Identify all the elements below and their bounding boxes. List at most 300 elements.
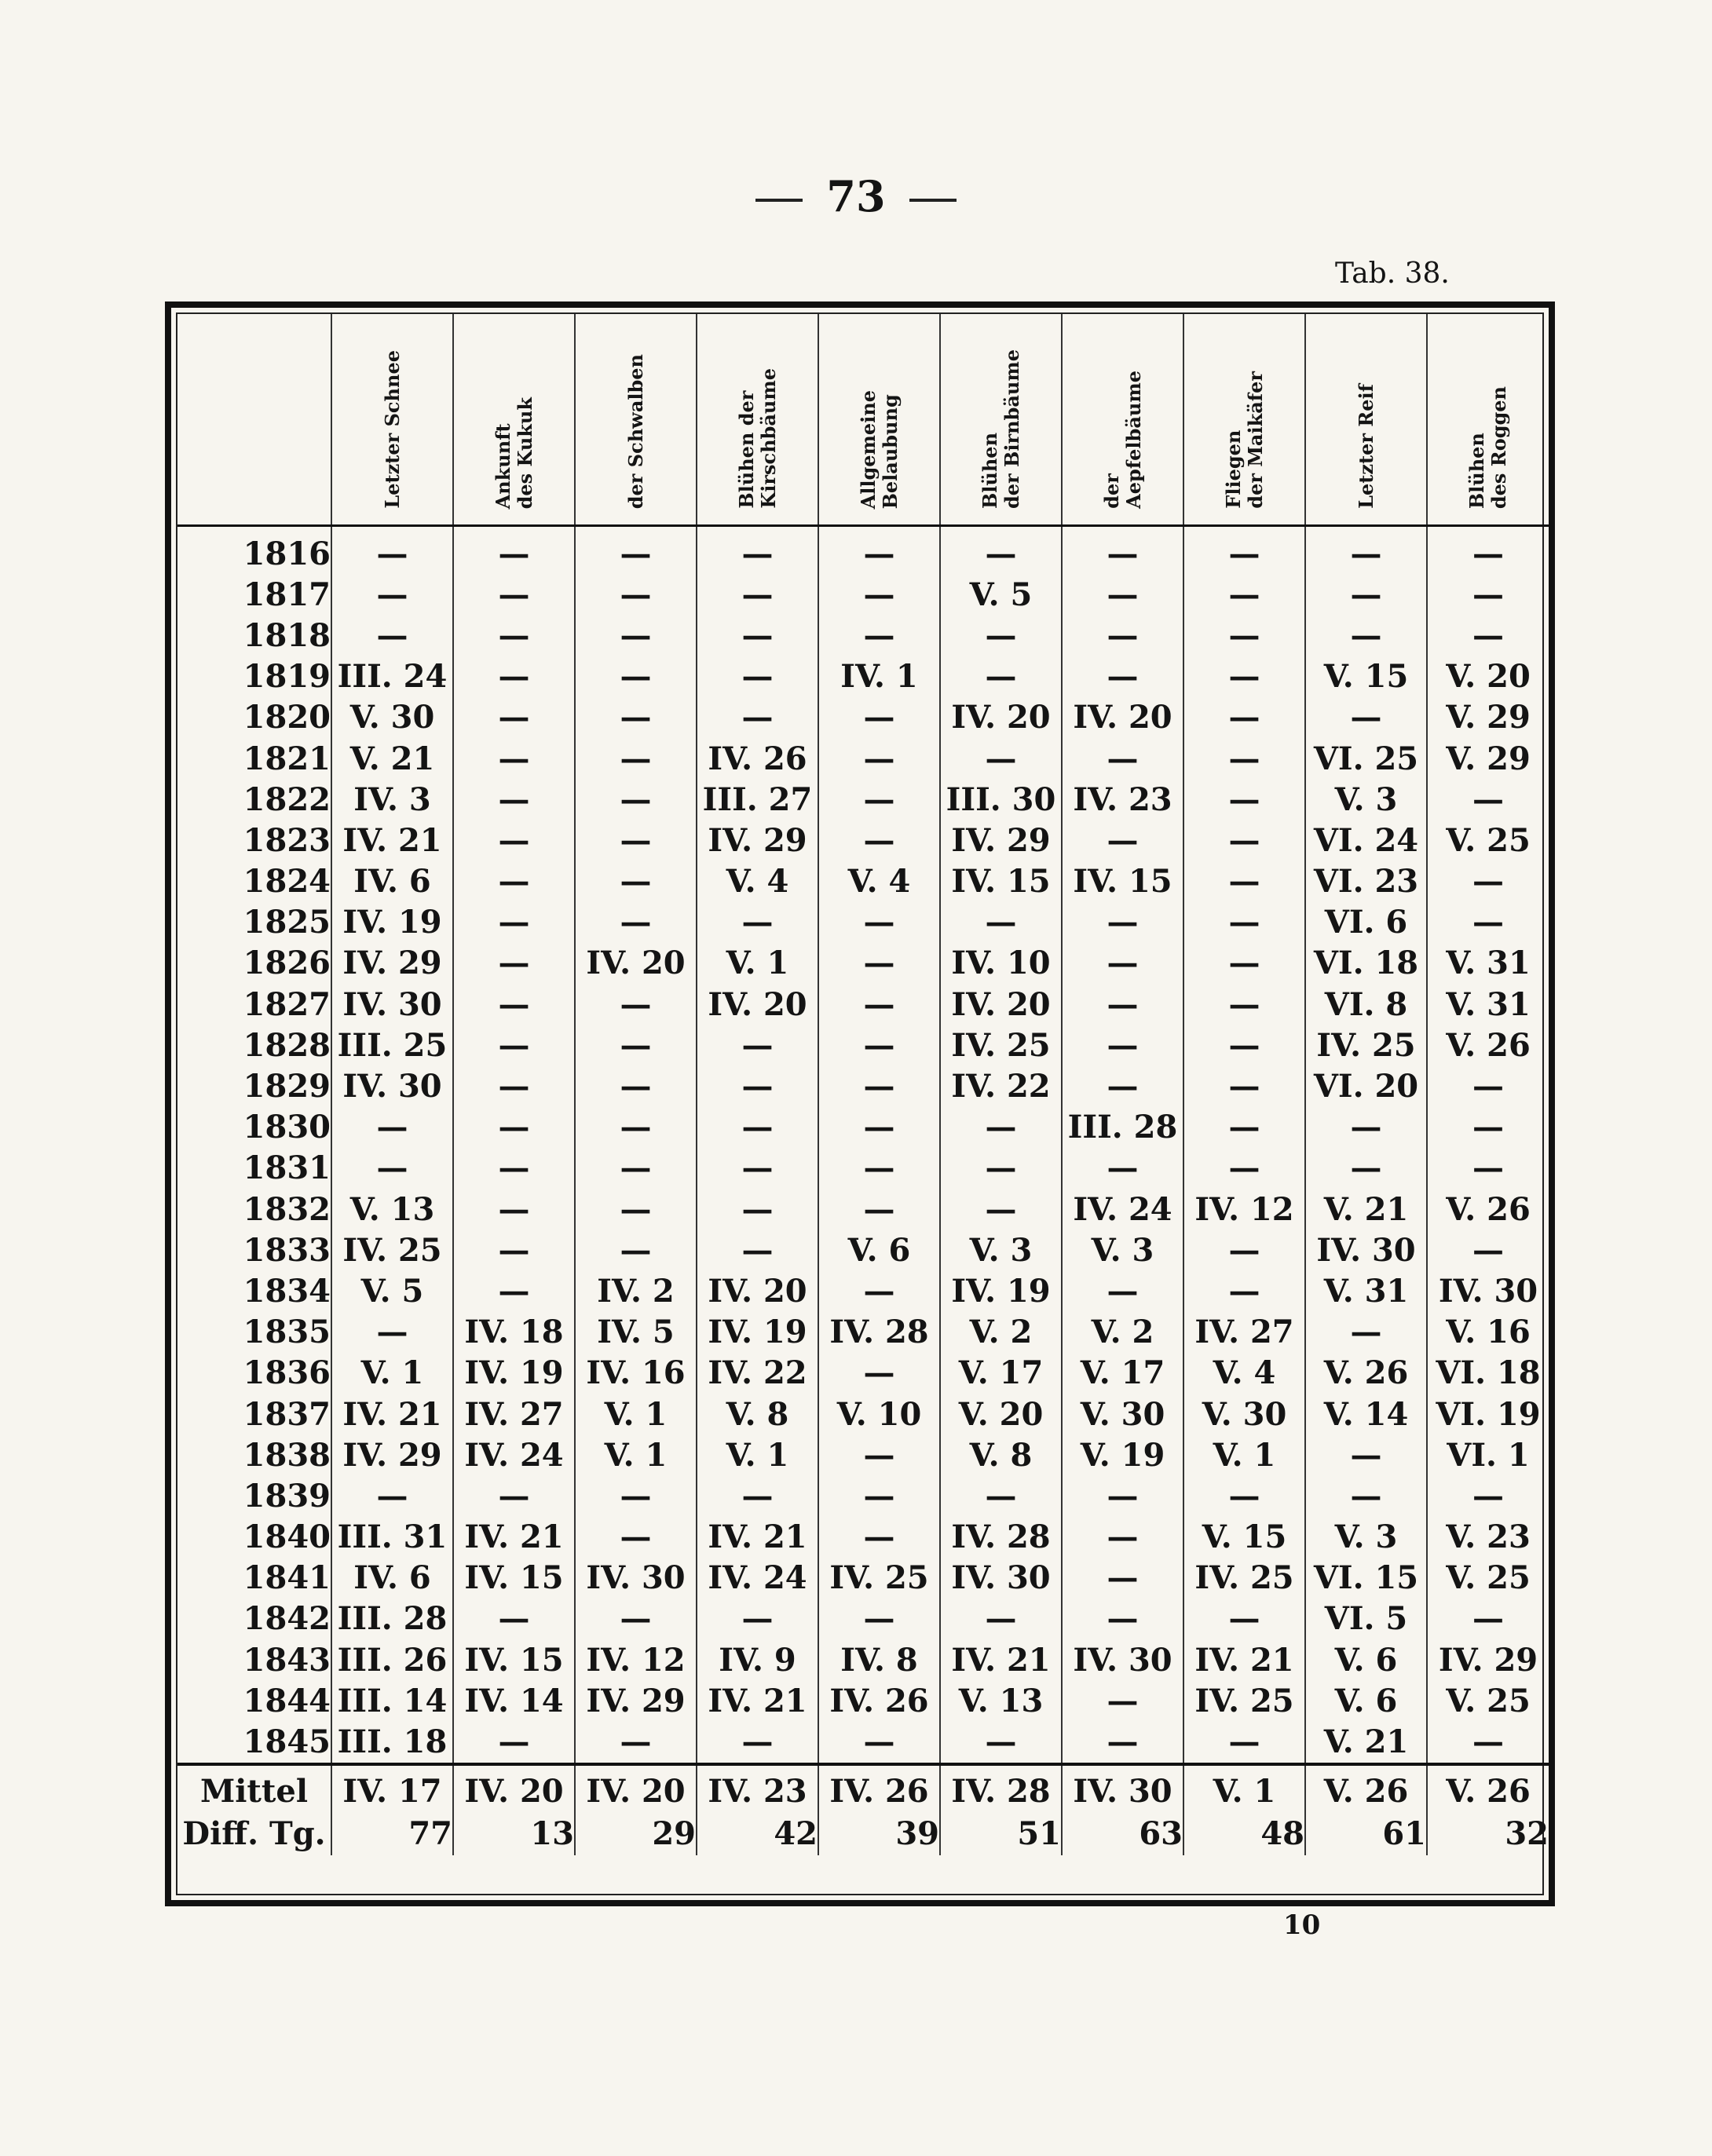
left-dash	[755, 199, 803, 202]
date-cell: —	[1305, 1475, 1427, 1516]
date-cell: —	[1305, 1148, 1427, 1189]
date-cell: —	[331, 1107, 453, 1148]
date-cell: —	[1183, 779, 1305, 820]
date-cell: —	[1183, 1148, 1305, 1189]
year-cell: 1825	[243, 904, 331, 941]
date-cell: —	[940, 1475, 1062, 1516]
date-cell: V. 26	[1305, 1353, 1427, 1394]
date-cell: V. 26	[1427, 1189, 1549, 1230]
date-cell: —	[453, 861, 575, 902]
date-cell: —	[697, 697, 818, 738]
year-cell: 1817	[243, 576, 331, 613]
date-cell: —	[1062, 738, 1183, 779]
date-cell: —	[697, 656, 818, 697]
date-cell: —	[1183, 943, 1305, 984]
date-cell: V. 21	[331, 738, 453, 779]
year-row	[177, 738, 1549, 779]
corner-cell	[177, 314, 331, 526]
column-header	[697, 314, 818, 526]
date-cell: —	[453, 1065, 575, 1106]
date-cell: IV. 6	[331, 861, 453, 902]
date-cell: IV. 21	[331, 1394, 453, 1434]
mittel-row	[177, 1764, 1549, 1813]
date-cell: V. 13	[940, 1680, 1062, 1721]
date-cell: —	[1062, 820, 1183, 861]
date-cell: IV. 25	[940, 1025, 1062, 1065]
date-cell: V. 26	[1427, 1025, 1549, 1065]
date-cell: IV. 23	[1062, 779, 1183, 820]
mittel-cell: IV. 30	[1062, 1764, 1183, 1813]
date-cell: IV. 21	[1183, 1639, 1305, 1680]
date-cell: —	[1183, 1065, 1305, 1106]
date-cell: V. 31	[1427, 984, 1549, 1025]
date-cell: —	[1062, 984, 1183, 1025]
diff-cell: 48	[1183, 1813, 1305, 1855]
mittel-cell: IV. 20	[453, 1764, 575, 1813]
date-cell: —	[697, 615, 818, 656]
date-cell: —	[697, 1230, 818, 1270]
date-cell: IV. 30	[575, 1558, 697, 1599]
date-cell: —	[1427, 902, 1549, 943]
column-header	[1183, 314, 1305, 526]
year-cell: 1845	[243, 1723, 331, 1761]
date-cell: III. 31	[331, 1517, 453, 1558]
date-cell: —	[697, 1065, 818, 1106]
date-cell: —	[1427, 1230, 1549, 1270]
date-cell: —	[1183, 984, 1305, 1025]
header-row	[177, 314, 1549, 526]
date-cell: —	[1427, 574, 1549, 615]
date-cell: IV. 22	[940, 1065, 1062, 1106]
date-cell: —	[1062, 1721, 1183, 1763]
mittel-cell: IV. 20	[575, 1764, 697, 1813]
date-cell: V. 6	[818, 1230, 940, 1270]
date-cell: IV. 15	[453, 1639, 575, 1680]
date-cell: —	[1427, 1721, 1549, 1763]
date-cell: V. 4	[818, 861, 940, 902]
date-cell: VI. 1	[1427, 1434, 1549, 1475]
date-cell: —	[697, 526, 818, 575]
date-cell: IV. 8	[818, 1639, 940, 1680]
date-cell: —	[1427, 526, 1549, 575]
year-row	[177, 1148, 1549, 1189]
year-cell: 1829	[243, 1068, 331, 1105]
date-cell: V. 3	[940, 1230, 1062, 1270]
date-cell: —	[1062, 526, 1183, 575]
date-cell: —	[1062, 1148, 1183, 1189]
date-cell: —	[575, 1189, 697, 1230]
column-header	[1427, 314, 1549, 526]
date-cell: IV. 20	[1062, 697, 1183, 738]
date-cell: IV. 10	[940, 943, 1062, 984]
diff-label: Diff. Tg.	[182, 1815, 326, 1853]
date-cell: —	[1183, 615, 1305, 656]
date-cell: —	[1062, 902, 1183, 943]
date-cell: III. 30	[940, 779, 1062, 820]
year-row	[177, 902, 1549, 943]
year-cell: 1839	[243, 1477, 331, 1515]
date-cell: —	[1062, 1517, 1183, 1558]
date-cell: —	[1305, 1312, 1427, 1353]
date-cell: IV. 12	[1183, 1189, 1305, 1230]
date-cell: —	[1062, 1270, 1183, 1311]
year-row	[177, 1312, 1549, 1353]
date-cell: —	[575, 738, 697, 779]
date-cell: —	[1062, 1475, 1183, 1516]
date-cell: V. 5	[331, 1270, 453, 1311]
date-cell: IV. 20	[575, 943, 697, 984]
column-header-text: Allgemeine Belaubung	[856, 389, 902, 509]
year-row	[177, 1517, 1549, 1558]
date-cell: —	[1427, 1107, 1549, 1148]
date-cell: —	[453, 615, 575, 656]
date-cell: IV. 18	[453, 1312, 575, 1353]
year-row	[177, 1639, 1549, 1680]
date-cell: —	[453, 943, 575, 984]
year-row	[177, 697, 1549, 738]
date-cell: —	[1062, 615, 1183, 656]
year-cell: 1843	[243, 1641, 331, 1679]
column-header	[818, 314, 940, 526]
date-cell: —	[453, 738, 575, 779]
date-cell: —	[575, 656, 697, 697]
date-cell: —	[1427, 861, 1549, 902]
column-header-text: Blühen der Kirschbäume	[734, 368, 780, 509]
date-cell: V. 8	[697, 1394, 818, 1434]
date-cell: —	[818, 1065, 940, 1106]
date-cell: —	[1305, 697, 1427, 738]
date-cell: IV. 25	[1183, 1680, 1305, 1721]
date-cell: V. 19	[1062, 1434, 1183, 1475]
date-cell: IV. 3	[331, 779, 453, 820]
date-cell: —	[818, 526, 940, 575]
year-cell: 1818	[243, 616, 331, 654]
date-cell: IV. 29	[1427, 1639, 1549, 1680]
diff-cell: 63	[1062, 1813, 1183, 1855]
table-frame	[165, 301, 1555, 1906]
diff-cell: 51	[940, 1813, 1062, 1855]
date-cell: —	[575, 1599, 697, 1639]
date-cell: III. 28	[331, 1599, 453, 1639]
date-cell: —	[818, 1189, 940, 1230]
date-cell: IV. 30	[1305, 1230, 1427, 1270]
date-cell: —	[818, 984, 940, 1025]
date-cell: IV. 30	[1062, 1639, 1183, 1680]
year-cell: 1841	[243, 1559, 331, 1597]
phenology-table	[177, 314, 1549, 1855]
date-cell: —	[697, 1599, 818, 1639]
year-cell: 1826	[243, 945, 331, 982]
diff-cell: 42	[697, 1813, 818, 1855]
column-header-text: Ankunft des Kukuk	[491, 396, 536, 509]
year-row	[177, 1065, 1549, 1106]
date-cell: —	[1062, 574, 1183, 615]
date-cell: IV. 28	[818, 1312, 940, 1353]
date-cell: —	[1062, 1065, 1183, 1106]
date-cell: V. 1	[697, 1434, 818, 1475]
page-number-text: 73	[826, 171, 886, 221]
year-cell: 1837	[243, 1395, 331, 1433]
date-cell: V. 6	[1305, 1680, 1427, 1721]
year-row	[177, 943, 1549, 984]
date-cell: —	[331, 615, 453, 656]
date-cell: V. 2	[940, 1312, 1062, 1353]
year-cell: 1822	[243, 780, 331, 818]
date-cell: VI. 25	[1305, 738, 1427, 779]
date-cell: —	[1427, 779, 1549, 820]
year-row	[177, 1025, 1549, 1065]
diff-cell: 13	[453, 1813, 575, 1855]
date-cell: —	[1183, 861, 1305, 902]
date-cell: V. 4	[697, 861, 818, 902]
date-cell: —	[1062, 1599, 1183, 1639]
date-cell: —	[453, 779, 575, 820]
year-row	[177, 1270, 1549, 1311]
date-cell: —	[697, 1721, 818, 1763]
date-cell: —	[697, 1025, 818, 1065]
column-header	[1062, 314, 1183, 526]
date-cell: —	[331, 1148, 453, 1189]
date-cell: IV. 24	[453, 1434, 575, 1475]
date-cell: —	[818, 902, 940, 943]
year-cell: 1840	[243, 1518, 331, 1556]
year-row	[177, 1394, 1549, 1434]
date-cell: VI. 20	[1305, 1065, 1427, 1106]
date-cell: V. 1	[697, 943, 818, 984]
mittel-cell: IV. 28	[940, 1764, 1062, 1813]
column-header-text: Blühen der Birnbäume	[978, 349, 1023, 509]
year-cell: 1838	[243, 1436, 331, 1474]
date-cell: IV. 25	[818, 1558, 940, 1599]
mittel-cell: V. 26	[1427, 1764, 1549, 1813]
date-cell: V. 4	[1183, 1353, 1305, 1394]
date-cell: —	[818, 1721, 940, 1763]
table-inner	[176, 312, 1549, 1895]
date-cell: V. 21	[1305, 1721, 1427, 1763]
date-cell: IV. 27	[1183, 1312, 1305, 1353]
date-cell: —	[818, 738, 940, 779]
date-cell: —	[1305, 615, 1427, 656]
date-cell: —	[1305, 1434, 1427, 1475]
date-cell: IV. 19	[697, 1312, 818, 1353]
date-cell: IV. 9	[697, 1639, 818, 1680]
date-cell: IV. 15	[1062, 861, 1183, 902]
date-cell: —	[453, 984, 575, 1025]
date-cell: V. 25	[1427, 1680, 1549, 1721]
date-cell: —	[331, 526, 453, 575]
date-cell: —	[1183, 1025, 1305, 1065]
date-cell: —	[818, 615, 940, 656]
date-cell: —	[818, 1599, 940, 1639]
date-cell: —	[575, 697, 697, 738]
date-cell: —	[1305, 526, 1427, 575]
date-cell: V. 1	[575, 1434, 697, 1475]
date-cell: V. 30	[1183, 1394, 1305, 1434]
date-cell: —	[453, 656, 575, 697]
year-row	[177, 1353, 1549, 1394]
date-cell: —	[575, 1025, 697, 1065]
date-cell: —	[575, 574, 697, 615]
date-cell: —	[1183, 902, 1305, 943]
year-row	[177, 779, 1549, 820]
date-cell: V. 3	[1062, 1230, 1183, 1270]
date-cell: IV. 15	[453, 1558, 575, 1599]
date-cell: IV. 29	[940, 820, 1062, 861]
date-cell: IV. 26	[818, 1680, 940, 1721]
date-cell: IV. 1	[818, 656, 940, 697]
date-cell: —	[1427, 1065, 1549, 1106]
date-cell: —	[818, 1517, 940, 1558]
date-cell: —	[940, 1107, 1062, 1148]
year-row	[177, 1230, 1549, 1270]
date-cell: IV. 21	[940, 1639, 1062, 1680]
year-cell: 1823	[243, 821, 331, 859]
date-cell: VI. 24	[1305, 820, 1427, 861]
date-cell: —	[575, 1475, 697, 1516]
date-cell: IV. 22	[697, 1353, 818, 1394]
date-cell: VI. 19	[1427, 1394, 1549, 1434]
date-cell: —	[940, 902, 1062, 943]
year-cell: 1832	[243, 1190, 331, 1228]
date-cell: V. 8	[940, 1434, 1062, 1475]
date-cell: —	[697, 1148, 818, 1189]
date-cell: V. 10	[818, 1394, 940, 1434]
date-cell: —	[575, 902, 697, 943]
date-cell: —	[818, 697, 940, 738]
date-cell: —	[575, 1148, 697, 1189]
column-header-text: Fliegen der Maikäfer	[1221, 371, 1267, 509]
date-cell: V. 30	[1062, 1394, 1183, 1434]
date-cell: —	[940, 656, 1062, 697]
table-body	[177, 526, 1549, 1764]
date-cell: VI. 18	[1305, 943, 1427, 984]
column-header	[453, 314, 575, 526]
date-cell: —	[575, 820, 697, 861]
date-cell: V. 23	[1427, 1517, 1549, 1558]
mittel-label: Mittel	[177, 1764, 331, 1813]
date-cell: —	[575, 779, 697, 820]
date-cell: —	[1183, 1475, 1305, 1516]
date-cell: —	[1183, 697, 1305, 738]
date-cell: —	[818, 1107, 940, 1148]
date-cell: V. 13	[331, 1189, 453, 1230]
year-cell: 1833	[243, 1231, 331, 1269]
year-row	[177, 984, 1549, 1025]
mittel-cell: V. 26	[1305, 1764, 1427, 1813]
date-cell: —	[940, 1599, 1062, 1639]
date-cell: —	[453, 1721, 575, 1763]
date-cell: IV. 24	[697, 1558, 818, 1599]
date-cell: V. 29	[1427, 738, 1549, 779]
date-cell: —	[453, 526, 575, 575]
date-cell: V. 3	[1305, 1517, 1427, 1558]
date-cell: IV. 24	[1062, 1189, 1183, 1230]
year-row	[177, 1721, 1549, 1763]
date-cell: V. 1	[575, 1394, 697, 1434]
date-cell: —	[1062, 1025, 1183, 1065]
year-row	[177, 1107, 1549, 1148]
column-header-text: Letzter Reif	[1354, 384, 1377, 509]
date-cell: —	[575, 615, 697, 656]
date-cell: —	[818, 1353, 940, 1394]
date-cell: VI. 23	[1305, 861, 1427, 902]
date-cell: —	[1062, 656, 1183, 697]
date-cell: V. 16	[1427, 1312, 1549, 1353]
mittel-cell: V. 1	[1183, 1764, 1305, 1813]
date-cell: —	[697, 574, 818, 615]
date-cell: IV. 25	[331, 1230, 453, 1270]
year-row	[177, 861, 1549, 902]
year-cell: 1842	[243, 1600, 331, 1638]
column-header-text: der Aepfelbäume	[1099, 371, 1145, 509]
date-cell: IV. 25	[1183, 1558, 1305, 1599]
date-cell: IV. 6	[331, 1558, 453, 1599]
date-cell: IV. 19	[940, 1270, 1062, 1311]
year-row	[177, 615, 1549, 656]
date-cell: —	[575, 526, 697, 575]
date-cell: —	[818, 943, 940, 984]
date-cell: IV. 2	[575, 1270, 697, 1311]
date-cell: V. 20	[1427, 656, 1549, 697]
date-cell: —	[818, 779, 940, 820]
date-cell: —	[818, 1475, 940, 1516]
date-cell: —	[575, 1517, 697, 1558]
date-cell: IV. 19	[453, 1353, 575, 1394]
date-cell: —	[818, 1148, 940, 1189]
date-cell: —	[1183, 526, 1305, 575]
date-cell: IV. 29	[575, 1680, 697, 1721]
column-header	[575, 314, 697, 526]
date-cell: V. 31	[1305, 1270, 1427, 1311]
table-label: Tab. 38.	[1335, 258, 1450, 290]
date-cell: —	[453, 1475, 575, 1516]
date-cell: —	[1183, 574, 1305, 615]
date-cell: V. 21	[1305, 1189, 1427, 1230]
date-cell: —	[331, 1312, 453, 1353]
date-cell: —	[1062, 1680, 1183, 1721]
date-cell: IV. 19	[331, 902, 453, 943]
date-cell: —	[940, 1148, 1062, 1189]
date-cell: VI. 18	[1427, 1353, 1549, 1394]
date-cell: —	[575, 1065, 697, 1106]
date-cell: V. 5	[940, 574, 1062, 615]
mittel-cell: IV. 17	[331, 1764, 453, 1813]
date-cell: VI. 5	[1305, 1599, 1427, 1639]
date-cell: —	[1427, 615, 1549, 656]
date-cell: IV. 20	[940, 697, 1062, 738]
right-dash	[909, 199, 957, 202]
year-cell: 1816	[243, 535, 331, 572]
year-cell: 1834	[243, 1272, 331, 1310]
date-cell: IV. 16	[575, 1353, 697, 1394]
date-cell: —	[940, 526, 1062, 575]
date-cell: IV. 21	[697, 1517, 818, 1558]
column-header	[331, 314, 453, 526]
date-cell: —	[1427, 1148, 1549, 1189]
date-cell: V. 31	[1427, 943, 1549, 984]
date-cell: VI. 15	[1305, 1558, 1427, 1599]
date-cell: —	[818, 820, 940, 861]
date-cell: —	[940, 1189, 1062, 1230]
date-cell: IV. 30	[1427, 1270, 1549, 1311]
summary-body	[177, 1764, 1549, 1855]
date-cell: V. 15	[1183, 1517, 1305, 1558]
date-cell: IV. 29	[331, 943, 453, 984]
date-cell: IV. 20	[940, 984, 1062, 1025]
date-cell: V. 30	[331, 697, 453, 738]
page-number	[0, 171, 1712, 221]
column-header	[940, 314, 1062, 526]
